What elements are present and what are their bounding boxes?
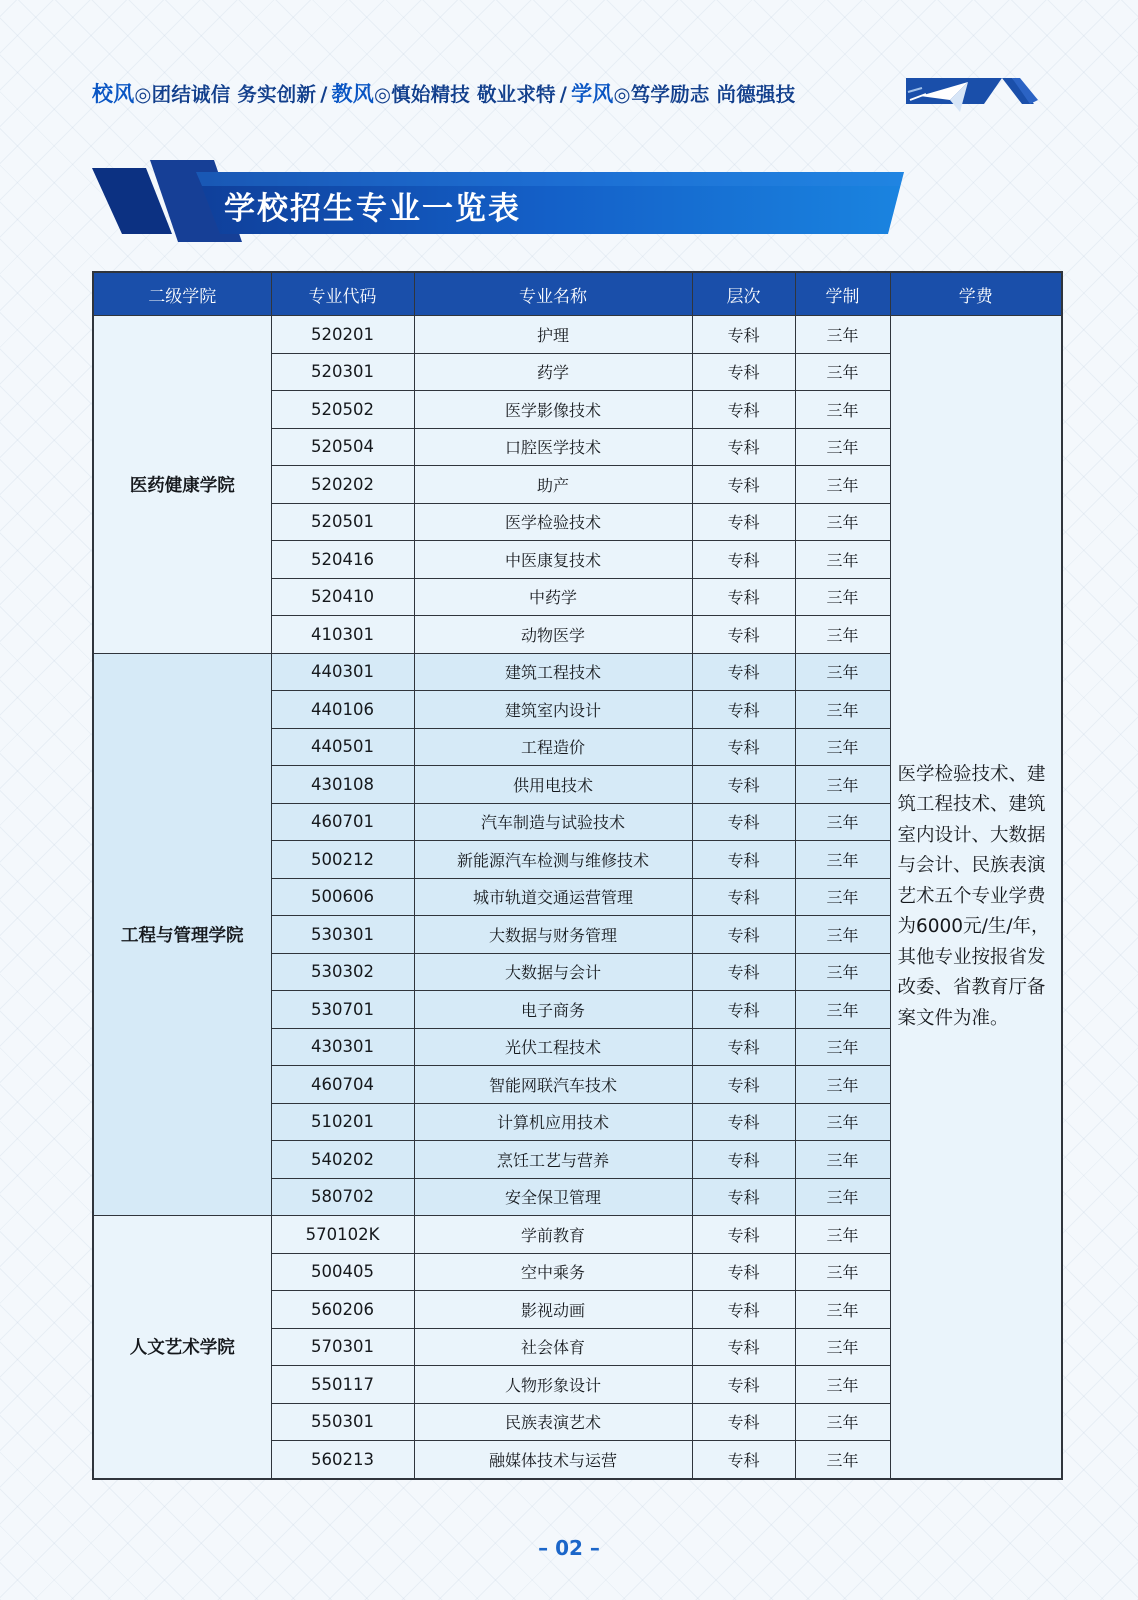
study-duration: 三年 [795, 1253, 890, 1291]
major-code: 440501 [271, 728, 414, 766]
study-duration: 三年 [795, 878, 890, 916]
study-duration: 三年 [795, 1291, 890, 1329]
study-duration: 三年 [795, 991, 890, 1029]
header-major-code: 专业代码 [271, 272, 414, 316]
major-code: 520410 [271, 578, 414, 616]
major-name: 空中乘务 [414, 1253, 692, 1291]
major-code: 430301 [271, 1028, 414, 1066]
education-level: 专科 [692, 878, 795, 916]
major-code: 550117 [271, 1366, 414, 1404]
header-level: 层次 [692, 272, 795, 316]
education-level: 专科 [692, 766, 795, 804]
study-duration: 三年 [795, 1366, 890, 1404]
header-tuition: 学费 [890, 272, 1062, 316]
study-duration: 三年 [795, 953, 890, 991]
study-duration: 三年 [795, 1103, 890, 1141]
motto-text-study-spirit: ◎笃学励志 尚德强技 [613, 83, 796, 106]
study-duration: 三年 [795, 803, 890, 841]
major-code: 580702 [271, 1178, 414, 1216]
major-name: 影视动画 [414, 1291, 692, 1329]
education-level: 专科 [692, 1028, 795, 1066]
motto-key-school-spirit: 校风 [92, 82, 135, 106]
education-level: 专科 [692, 353, 795, 391]
education-level: 专科 [692, 578, 795, 616]
major-name: 汽车制造与试验技术 [414, 803, 692, 841]
major-code: 500405 [271, 1253, 414, 1291]
study-duration: 三年 [795, 578, 890, 616]
major-name: 动物医学 [414, 616, 692, 654]
major-name: 城市轨道交通运营管理 [414, 878, 692, 916]
education-level: 专科 [692, 1141, 795, 1179]
major-name: 安全保卫管理 [414, 1178, 692, 1216]
motto-bar [92, 76, 795, 110]
education-level: 专科 [692, 1178, 795, 1216]
major-code: 510201 [271, 1103, 414, 1141]
education-level: 专科 [692, 1291, 795, 1329]
motto-text-school-spirit: ◎团结诚信 务实创新 [134, 83, 317, 106]
education-level: 专科 [692, 391, 795, 429]
education-level: 专科 [692, 541, 795, 579]
education-level: 专科 [692, 691, 795, 729]
study-duration: 三年 [795, 353, 890, 391]
education-level: 专科 [692, 503, 795, 541]
major-name: 供用电技术 [414, 766, 692, 804]
education-level: 专科 [692, 653, 795, 691]
major-code: 520202 [271, 466, 414, 504]
major-name: 中医康复技术 [414, 541, 692, 579]
major-code: 540202 [271, 1141, 414, 1179]
study-duration: 三年 [795, 1216, 890, 1254]
college-name: 医药健康学院 [93, 316, 271, 654]
major-name: 工程造价 [414, 728, 692, 766]
major-name: 口腔医学技术 [414, 428, 692, 466]
major-name: 护理 [414, 316, 692, 354]
major-code: 460701 [271, 803, 414, 841]
study-duration: 三年 [795, 916, 890, 954]
major-code: 570301 [271, 1328, 414, 1366]
major-name: 大数据与会计 [414, 953, 692, 991]
major-code: 530701 [271, 991, 414, 1029]
major-code: 410301 [271, 616, 414, 654]
major-code: 440301 [271, 653, 414, 691]
motto-separator: / [320, 83, 328, 106]
study-duration: 三年 [795, 1441, 890, 1479]
major-name: 大数据与财务管理 [414, 916, 692, 954]
major-name: 建筑工程技术 [414, 653, 692, 691]
major-code: 520504 [271, 428, 414, 466]
major-code: 430108 [271, 766, 414, 804]
school-motto [92, 78, 795, 108]
study-duration: 三年 [795, 1328, 890, 1366]
education-level: 专科 [692, 466, 795, 504]
college-name: 人文艺术学院 [93, 1216, 271, 1479]
education-level: 专科 [692, 1253, 795, 1291]
table-row [93, 316, 1062, 354]
motto-separator: / [559, 83, 568, 106]
major-name: 助产 [414, 466, 692, 504]
table-body [93, 316, 1062, 1479]
education-level: 专科 [692, 1216, 795, 1254]
major-code: 550301 [271, 1403, 414, 1441]
major-code: 570102K [271, 1216, 414, 1254]
tuition-note: 医学检验技术、建筑工程技术、建筑室内设计、大数据与会计、民族表演艺术五个专业学费为6000元/生/年，其他专业按报省发改委、省教育厅备案文件为准。 [890, 316, 1062, 1479]
education-level: 专科 [692, 1441, 795, 1479]
major-code: 460704 [271, 1066, 414, 1104]
study-duration: 三年 [795, 1178, 890, 1216]
major-name: 中药学 [414, 578, 692, 616]
major-code: 520301 [271, 353, 414, 391]
education-level: 专科 [692, 916, 795, 954]
major-name: 建筑室内设计 [414, 691, 692, 729]
education-level: 专科 [692, 1103, 795, 1141]
major-name: 社会体育 [414, 1328, 692, 1366]
major-name: 烹饪工艺与营养 [414, 1141, 692, 1179]
study-duration: 三年 [795, 391, 890, 429]
education-level: 专科 [692, 728, 795, 766]
major-name: 融媒体技术与运营 [414, 1441, 692, 1479]
study-duration: 三年 [795, 616, 890, 654]
major-code: 530301 [271, 916, 414, 954]
major-code: 440106 [271, 691, 414, 729]
study-duration: 三年 [795, 541, 890, 579]
major-name: 民族表演艺术 [414, 1403, 692, 1441]
study-duration: 三年 [795, 1028, 890, 1066]
motto-key-study-spirit: 学风 [571, 82, 614, 106]
education-level: 专科 [692, 1328, 795, 1366]
major-name: 人物形象设计 [414, 1366, 692, 1404]
major-code: 520501 [271, 503, 414, 541]
study-duration: 三年 [795, 428, 890, 466]
education-level: 专科 [692, 428, 795, 466]
table-header-row [93, 272, 1062, 316]
education-level: 专科 [692, 1403, 795, 1441]
college-name: 工程与管理学院 [93, 653, 271, 1216]
motto-text-teaching-spirit: ◎慎始精技 敬业求特 [373, 83, 556, 106]
study-duration: 三年 [795, 1141, 890, 1179]
study-duration: 三年 [795, 728, 890, 766]
major-code: 500212 [271, 841, 414, 879]
major-code: 500606 [271, 878, 414, 916]
study-duration: 三年 [795, 841, 890, 879]
major-name: 医学影像技术 [414, 391, 692, 429]
study-duration: 三年 [795, 766, 890, 804]
education-level: 专科 [692, 841, 795, 879]
education-level: 专科 [692, 316, 795, 354]
major-code: 560213 [271, 1441, 414, 1479]
page-title: 学校招生专业一览表 [224, 191, 521, 227]
motto-key-teaching-spirit: 教风 [331, 82, 374, 106]
study-duration: 三年 [795, 503, 890, 541]
page-number: – 02 – [538, 1536, 600, 1560]
header-major-name: 专业名称 [414, 272, 692, 316]
majors-table [92, 271, 1063, 1480]
major-name: 智能网联汽车技术 [414, 1066, 692, 1104]
study-duration: 三年 [795, 691, 890, 729]
education-level: 专科 [692, 1366, 795, 1404]
education-level: 专科 [692, 953, 795, 991]
major-code: 520416 [271, 541, 414, 579]
header-college: 二级学院 [93, 272, 271, 316]
major-code: 530302 [271, 953, 414, 991]
major-name: 学前教育 [414, 1216, 692, 1254]
major-name: 计算机应用技术 [414, 1103, 692, 1141]
major-name: 新能源汽车检测与维修技术 [414, 841, 692, 879]
education-level: 专科 [692, 1066, 795, 1104]
study-duration: 三年 [795, 1066, 890, 1104]
study-duration: 三年 [795, 466, 890, 504]
education-level: 专科 [692, 991, 795, 1029]
study-duration: 三年 [795, 316, 890, 354]
major-code: 520201 [271, 316, 414, 354]
major-code: 560206 [271, 1291, 414, 1329]
major-name: 光伏工程技术 [414, 1028, 692, 1066]
major-name: 电子商务 [414, 991, 692, 1029]
paper-plane-icon [906, 76, 1038, 116]
major-name: 医学检验技术 [414, 503, 692, 541]
education-level: 专科 [692, 803, 795, 841]
header-duration: 学制 [795, 272, 890, 316]
study-duration: 三年 [795, 653, 890, 691]
study-duration: 三年 [795, 1403, 890, 1441]
major-name: 药学 [414, 353, 692, 391]
major-code: 520502 [271, 391, 414, 429]
education-level: 专科 [692, 616, 795, 654]
